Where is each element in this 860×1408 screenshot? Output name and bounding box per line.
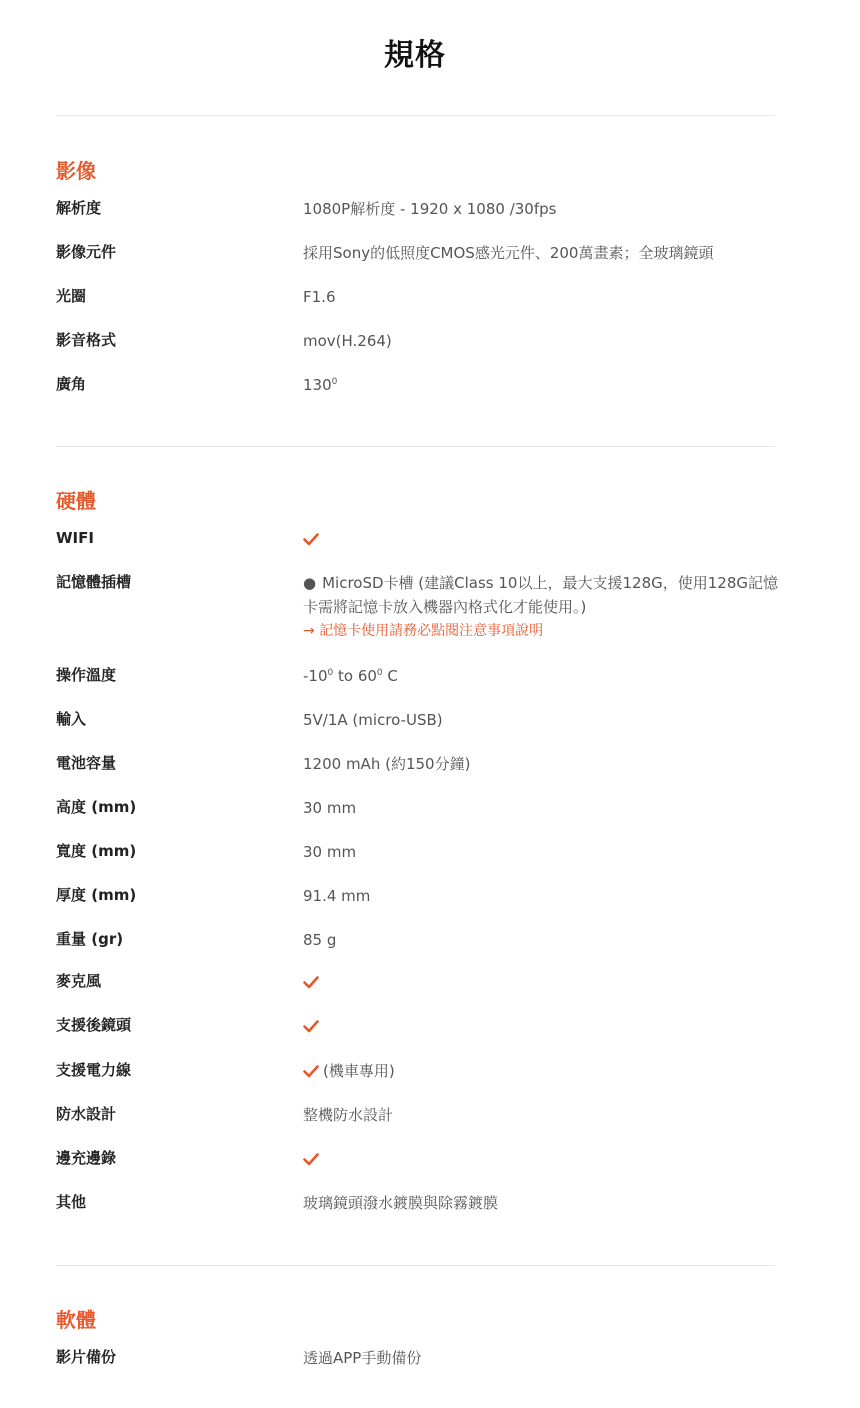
check-icon <box>303 532 319 546</box>
spec-label: 其他 <box>56 1193 87 1211</box>
spec-value: 採用Sony的低照度CMOS感光元件、200萬畫素；全玻璃鏡頭 <box>303 244 714 262</box>
check-icon <box>303 1019 319 1033</box>
spec-value: 玻璃鏡頭潑水鍍膜與除霧鍍膜 <box>303 1194 499 1212</box>
notice-link-text: 記憶卡使用請務必點閱注意事項說明 <box>319 623 544 639</box>
spec-value: F1.6 <box>303 288 336 306</box>
spec-value: 5V/1A (micro-USB) <box>303 711 443 729</box>
memory-card-notice-link[interactable] <box>303 619 778 643</box>
spec-label: 支援後鏡頭 <box>56 1016 132 1034</box>
spec-value: 整機防水設計 <box>303 1106 394 1124</box>
divider <box>56 446 775 447</box>
spec-value <box>303 373 778 397</box>
spec-label: 厚度 (mm) <box>56 886 137 904</box>
section-title-video: 影像 <box>56 159 96 183</box>
divider <box>56 115 775 116</box>
angle-value: 130 <box>303 376 332 394</box>
spec-label: 重量 (gr) <box>56 930 124 948</box>
spec-label: 高度 (mm) <box>56 798 137 816</box>
spec-value <box>303 527 778 551</box>
spec-value: 85 g <box>303 931 337 949</box>
spec-value: 透過APP手動備份 <box>303 1349 422 1367</box>
check-icon <box>303 975 319 989</box>
spec-value: mov(H.264) <box>303 332 392 350</box>
spec-label: 寬度 (mm) <box>56 842 137 860</box>
spec-label: 麥克風 <box>56 972 102 990</box>
spec-value: 91.4 mm <box>303 887 371 905</box>
memory-slot-line-2: 卡需將記憶卡放入機器內格式化才能使用。) <box>303 598 587 616</box>
spec-value: 1080P解析度 - 1920 x 1080 /30fps <box>303 200 557 218</box>
temp-min: -10 <box>303 667 328 685</box>
spec-value <box>303 664 778 688</box>
spec-label: 影片備份 <box>56 1348 117 1366</box>
check-icon <box>303 1152 319 1166</box>
check-icon <box>303 1064 319 1078</box>
spec-value <box>303 970 778 994</box>
temp-unit: C <box>382 667 398 685</box>
spec-value: 1200 mAh (約150分鐘) <box>303 755 471 773</box>
spec-label: 廣角 <box>56 375 87 393</box>
degree-sup: 0 <box>331 377 338 387</box>
divider <box>56 1265 775 1266</box>
spec-label: 支援電力線 <box>56 1061 132 1079</box>
page-title: 規格 <box>384 38 446 73</box>
arrow-right-icon: → <box>303 623 315 639</box>
memory-slot-text-1: MicroSD卡槽 (建議Class 10以上，最大支援128G，使用128G記憶 <box>322 574 778 592</box>
spec-label: 輸入 <box>56 710 87 728</box>
spec-label: 操作溫度 <box>56 666 117 684</box>
spec-value <box>303 1059 778 1083</box>
bullet-icon: ● <box>303 574 317 592</box>
spec-label: 記憶體插槽 <box>56 573 132 591</box>
power-cable-note: (機車專用) <box>323 1062 395 1080</box>
spec-label: 邊充邊錄 <box>56 1149 117 1167</box>
section-title-hardware: 硬體 <box>56 489 96 513</box>
section-title-software: 軟體 <box>56 1308 96 1332</box>
spec-value <box>303 571 778 643</box>
spec-label: 影音格式 <box>56 331 117 349</box>
spec-label: 影像元件 <box>56 243 117 261</box>
spec-label: 光圈 <box>56 287 87 305</box>
spec-label: 解析度 <box>56 199 102 217</box>
spec-label: 電池容量 <box>56 754 117 772</box>
degree-sup: 0 <box>327 668 334 678</box>
memory-slot-line-1 <box>303 571 778 595</box>
spec-value <box>303 1014 778 1038</box>
degree-sup: 0 <box>376 668 383 678</box>
temp-max: to 60 <box>333 667 377 685</box>
spec-label: WIFI <box>56 529 94 547</box>
spec-label: 防水設計 <box>56 1105 117 1123</box>
spec-value: 30 mm <box>303 843 357 861</box>
spec-value: 30 mm <box>303 799 357 817</box>
spec-value <box>303 1147 778 1171</box>
